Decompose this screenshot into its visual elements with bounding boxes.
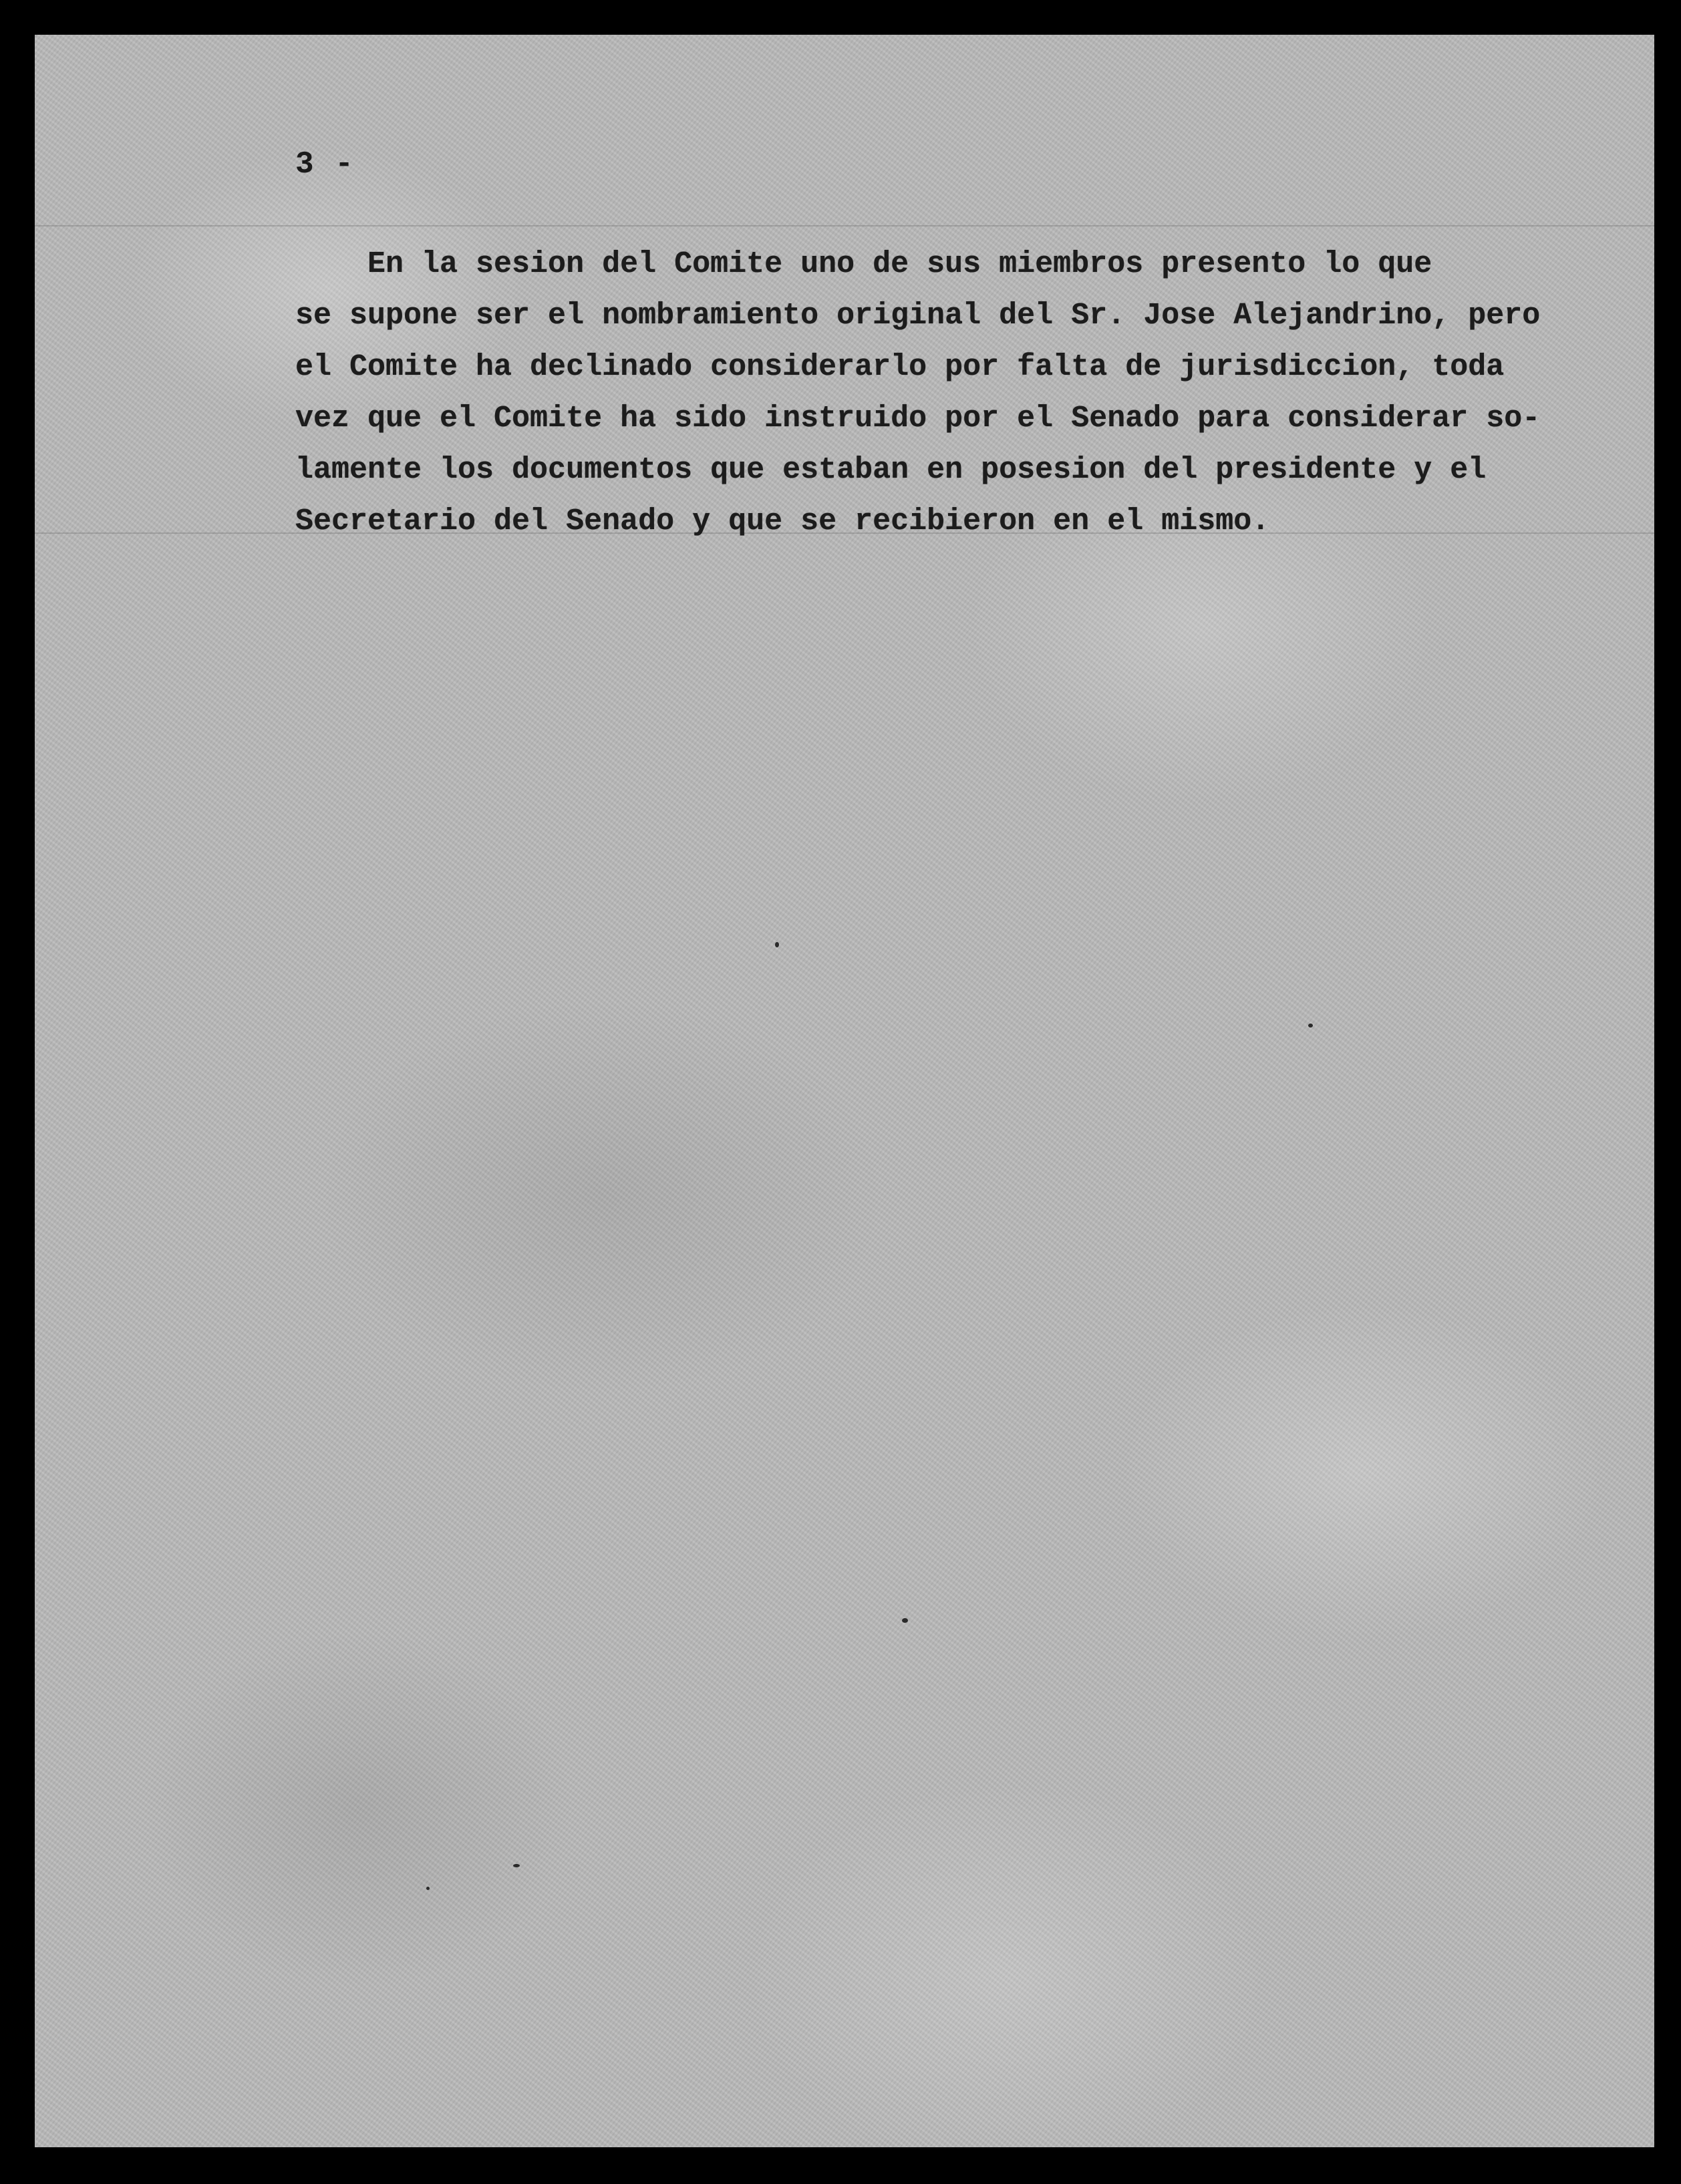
text-line: lamente los documentos que estaban en posesion del presidente y el <box>295 453 1487 487</box>
ink-speck <box>426 1887 430 1890</box>
ink-speck <box>902 1618 908 1623</box>
page-number: 3 - <box>295 147 355 182</box>
ink-speck <box>775 942 779 947</box>
text-line: el Comite ha declinado considerarlo por falta de jurisdiccion, toda <box>295 350 1505 384</box>
typed-paragraph <box>295 239 1541 547</box>
paper-sheet <box>35 35 1654 2147</box>
text-line: vez que el Comite ha sido instruido por el Senado para considerar so- <box>295 402 1541 436</box>
text-line: se supone ser el nombramiento original del Sr. Jose Alejandrino, pero <box>295 299 1541 333</box>
fold-line-top <box>35 225 1654 226</box>
text-line: Secretario del Senado y que se recibieron en el mismo. <box>295 504 1270 538</box>
ink-speck <box>513 1864 520 1867</box>
ink-speck <box>1308 1024 1313 1028</box>
text-line: En la sesion del Comite uno de sus miembros presento lo que <box>295 247 1432 281</box>
